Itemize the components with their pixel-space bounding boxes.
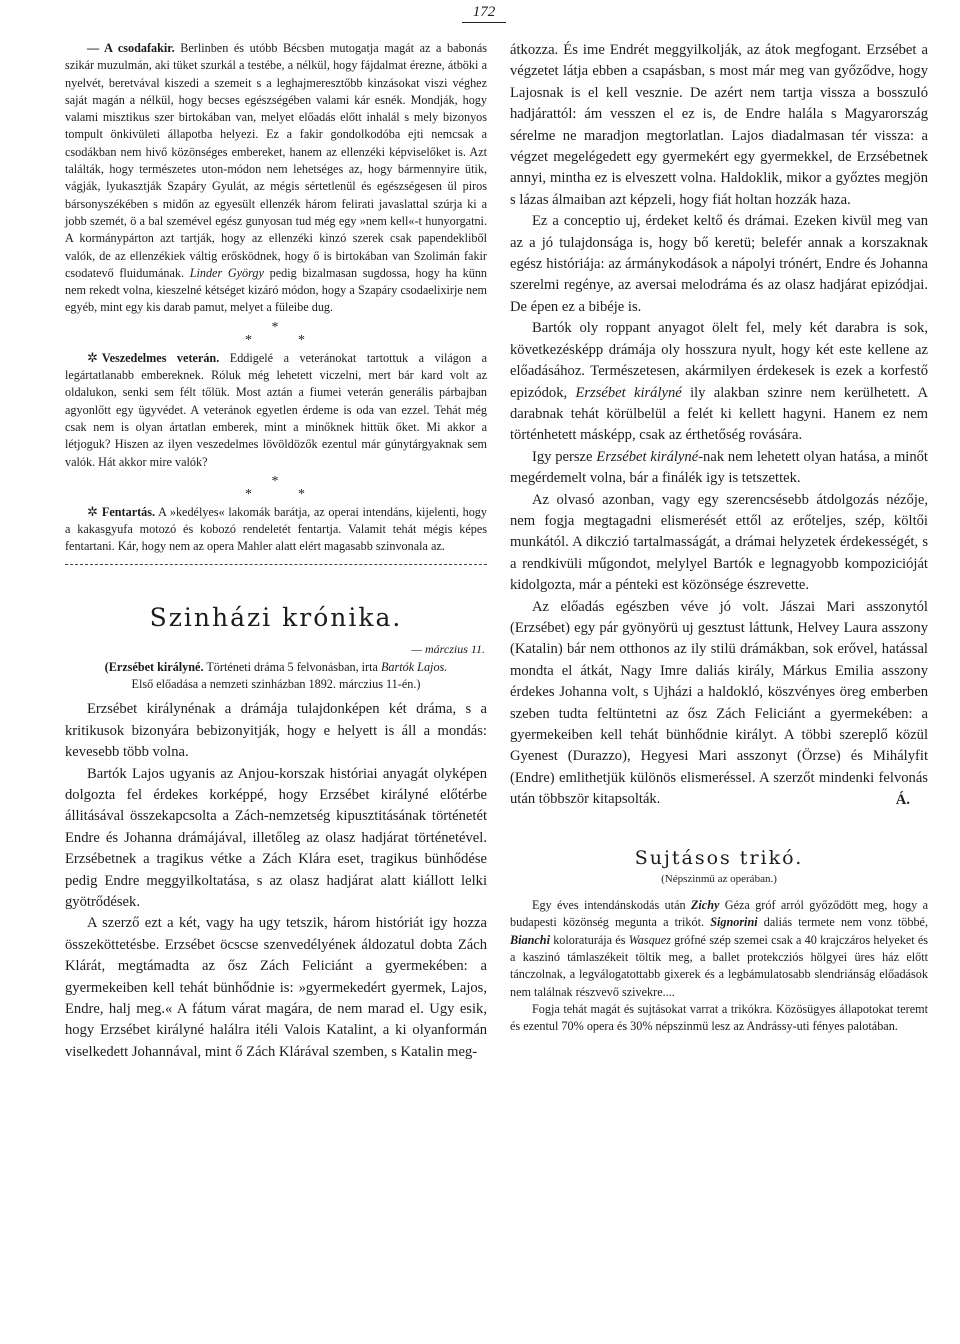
article-body: Egy éves intendánskodás után Zichy Géza gróf arról győződött meg, hogy a budapesti közönség megunta a trikót. Signorini daliás termete nem vonz többé, Bianchi koloraturája és Wasquez grófné szép szemei csak a 40 krajczáros helyeket és a kaszinó támlaszékeit töltik meg, a ballet protekcziós hölgyei üres ház előtt tánczolnak, a legválogatottabb gixerek és a legbámulatosabb slendriánság előadások nem találnak részvevő szivekre.... [510, 898, 929, 999]
flower-ornament-icon: ✲ [87, 503, 98, 519]
section-title: Szinházi krónika. [149, 602, 403, 632]
article-veteran [65, 349, 487, 471]
play-info: (Erzsébet királyné. Történeti dráma 5 felvonásban, irta Bartók Lajos. Első előadása a nemzeti szinházban 1892. márczius 11-én.) [104, 659, 448, 692]
review-paragraph: Erzsébet királynénak a drámája tulajdonképen két dráma, s a kritikusok bizonyára bebizonyitják, hogy e helyett is áll a mondás: kevesebb több volna. [65, 701, 487, 761]
flower-ornament-icon: ✲ [87, 349, 98, 365]
review-paragraph: átkozza. És ime Endrét meggyilkolják, az átok megfogant. Erzsébet a végzetet látja ebben a csapásban, s most már meg van győződve, hogy Lajosnak is el kell vesznie. De azért nem tartja vissza a bosszuló hadjárattól: ám vesszen el ez is, de Endre halála s Magyarország sérelme ne maradjon megtorlatlan. Lajos diadalmasan tér vissza: a végzet megelégedett egy gyermekért egy gyermekkel, de Erzsébetnek annyi, mintha ez is elveszett volna. Haldoklik, mikor a győztes megjön s lázas álmaiban azt képzeli, hogy fiát holtan hozzák haza. [510, 42, 928, 208]
review-paragraph: Bartók oly roppant anyagot ölelt fel, mely két darabra is sok, következésképp drámája oly hosszura nyult, hogy két este kellene az előadásához. Természetesen, akármilyen érdekesek is ezek a korfestő epizódok, Erzsébet királyné ily alakban szinre nem kerülhetett. A darabnak tehát körülbelül a felét ki kellett hagyni. Hanem ez nem történhetett másképp, csak az érthetőség rovására. [510, 320, 928, 444]
right-column [510, 40, 928, 1035]
article-csodafakir [65, 40, 487, 317]
article-body: Fogja tehát magát és sujtásokat varrat a trikókra. Közösügyes állapotokat teremt és ezentul 70% opera és 30% népszinmü lesz az Andrássy-uti fényes palotában. [510, 1001, 928, 1034]
review-paragraph: Ez a conceptio uj, érdeket keltő és drámai. Ezeken kivül meg van az a jó tulajdonsága is, hogy bő keretü; belefér annak a korszaknak egész históriája: az ármánykodások a nápolyi trónért, Endre és Johanna szerelmi regénye, az aversai melodráma és az olasz hadjárat epizódjai. De épen ez a bibéje is. [510, 213, 928, 315]
review-paragraph: Az olvasó azonban, vagy egy szerencsésebb átdolgozás nézője, nem fogja megtagadni elismerését ettől az erőteljes, szép, költői munkától. A dikczió tartalmasságát, a drámai helyzetek érdekességét, s a rendkivüli műgondot, melylyel Bartók e legnagyobb kompozicióját kidolgozta, már a pénteki est közönsége észrevette. [510, 491, 928, 594]
article-lead: Fentartás. [101, 504, 156, 519]
dateline: — márczius 11. [411, 641, 485, 656]
review-paragraph: Az előadás egészben véve jó volt. Jászai Mari asszonytól (Erzsébet) egy pár gyönyörü uj gesztust láttunk, Helvey Laura asszony (Katalin) bár nem otthonos az ily stilü drámákban, sok erővel, hatással mondta el átkát, Nagy Imre daliás király, Márkus Emilia asszony érdekes Johanna volt, s Ujházi a haldokló, köszvényes öreg emberben szeben tudta feltüntetni az ősz Zách Feliciánt a gyermekében: a gyermekeiben kell tehát bünhődnie királyt. A többi szereplő közül Gyenest (Durazzo), Hegyesi Mari asszonyt (Örzse) és Mihályfit (Endre) emlithetjük különös elismeréssel. A szerzőt mindenki felvonás után többször kitapsolták. [510, 598, 928, 808]
page-number: 172 [462, 4, 506, 23]
article-fentartas [65, 503, 487, 556]
person-name: Linder György [189, 265, 264, 280]
section-separator: * * * [245, 473, 307, 502]
review-paragraph: Bartók Lajos ugyanis az Anjou-korszak históriai anyagát olyképen dolgozta fel érdekes korképpé, hogy Erzsébet királyné előtérbe állitásával összekapcsolta a Zách-nemzetség kipusztitásának történetét Endre és Johanna drámájával, illetőleg az olasz hadjárat történetével. Erzsébetnek a tragikus vétke a Zách Klára eset, tragikus bünhődése pedig Endre meggyilkoltatása, s az olasz hadjárat alatt kiállott lelki gyötrődések. [65, 765, 487, 910]
article-body-tail: pedig bizalmasan sugdossa, hogy ha künn nem rekedt volna, kieszelné kétséget kizáró módon, hogy a Szapáry csodaelixirje nem egyéb, mint egy kis darab pamut, melyet a füleibe dug. [65, 265, 488, 315]
article-lead: — A csodafakir. [87, 41, 175, 55]
article-body: A »kedélyes« lakomák barátja, az operai intendáns, kijelenti, hogy a kakasgyufa motozó és kobozó rendeletét fentartja. Valamit tehát mégis képes fentartani. Kár, hogy nem az opera Mahler alatt elért magasabb szinvonala az. [65, 504, 487, 554]
section-separator: * * * [245, 319, 307, 348]
review-paragraph: Igy persze Erzsébet királyné-nak nem lehetett olyan hatása, a minőt megérdemelt volna, bár a finálék igy is tetszettek. [510, 448, 928, 487]
article-body: Berlinben és utóbb Bécsben mutogatja magát az a babonás szikár muzulmán, aki tüket szurkál a testébe, a nélkül, hogy fájdalmat érezne, átböki a nyelvét, beretvával kiszedi a szemeit s a leghajmeresztőbb kinzásokat viszi véghez saját magán a nélkül, hogy becses egészségében valami kár esnék. Mondják, hogy valami misztikus szer birtokában van, melyet előadás előtt inhalál s mely bizonyos tompult önkivületi állapotba helyezi. Ez a fakir gondolkodóba ejti nemcsak a csodákban nem hivő közönséges embereket, hanem az ellenzéki képviselőket is. Azt találták, hogy természetes uton-módon nem lehetséges az, hogy bármennyire ütik, vágják, lyukasztják Szapáry Gyulát, az mégis sértetlenül és egészségesen ül piros bársonyszékében s midőn az egyesült ellenzék három felirati javaslattal szúrja ki a jobb szemét, ö a bal szemével egész gunyosan tud még egy »nem kell«-t hunyorgatni. A kormánypárton azt tartják, hogy az ellenzéki kinzó szerek csak papendekliből valók, de az ellenzékiek váltig erősködnek, hogy ő is birtokában van Szolimán fakir csodatevő fluidumának. [65, 41, 487, 280]
signature: Á. [895, 791, 910, 808]
section-title: Sujtásos trikó. [634, 847, 804, 870]
left-column [65, 40, 487, 1063]
section-subtitle: (Népszinmű az operában.) [661, 873, 777, 886]
article-body: Eddigelé a veteránokat tartottuk a világon a legártatlanabb embereknek. Róluk még lehetett viczelni, mert bár kard volt az oldalukon, senki sem félt tőlük. Most aztán a fiumei veterán generális párbajban agyonlőtt egy ügyvédet. A veteránok egyetlen érdeme is oda van ezzel. Tehát még csak nem is olyan ártatlan emberek, mint a minőknek hittük őket. Mi akkor a létjoguk? Hiszen az ilyen veszedelmes lövöldözők ezentul már gúnytárgyaknak sem valók. Hát akkor mire valók? [65, 350, 487, 469]
review-paragraph: A szerző ezt a két, vagy ha ugy tetszik, három históriát igy hozza összeköttetésbe. Erzsébet öcscse szenvedélyének áldozatul dobta Zách Klárát, megtámadta az ősz Zách Feliciánt a gyermekében: a gyermekeiben kell tehát bünhődnie is: »gyermekedért gyermek, Lajos, Endre, halj meg.« A fátum várat magára, de nem marad el. Ugy esik, hogy Erzsébet királyné halálra itéli Valois Katalint, a ki olyanformán viselkedett Johannával, mint ő Zách Klárával szemben, s Katalin meg- [65, 915, 487, 1060]
divider [65, 564, 487, 565]
article-lead: Veszedelmes veterán. [101, 350, 220, 365]
